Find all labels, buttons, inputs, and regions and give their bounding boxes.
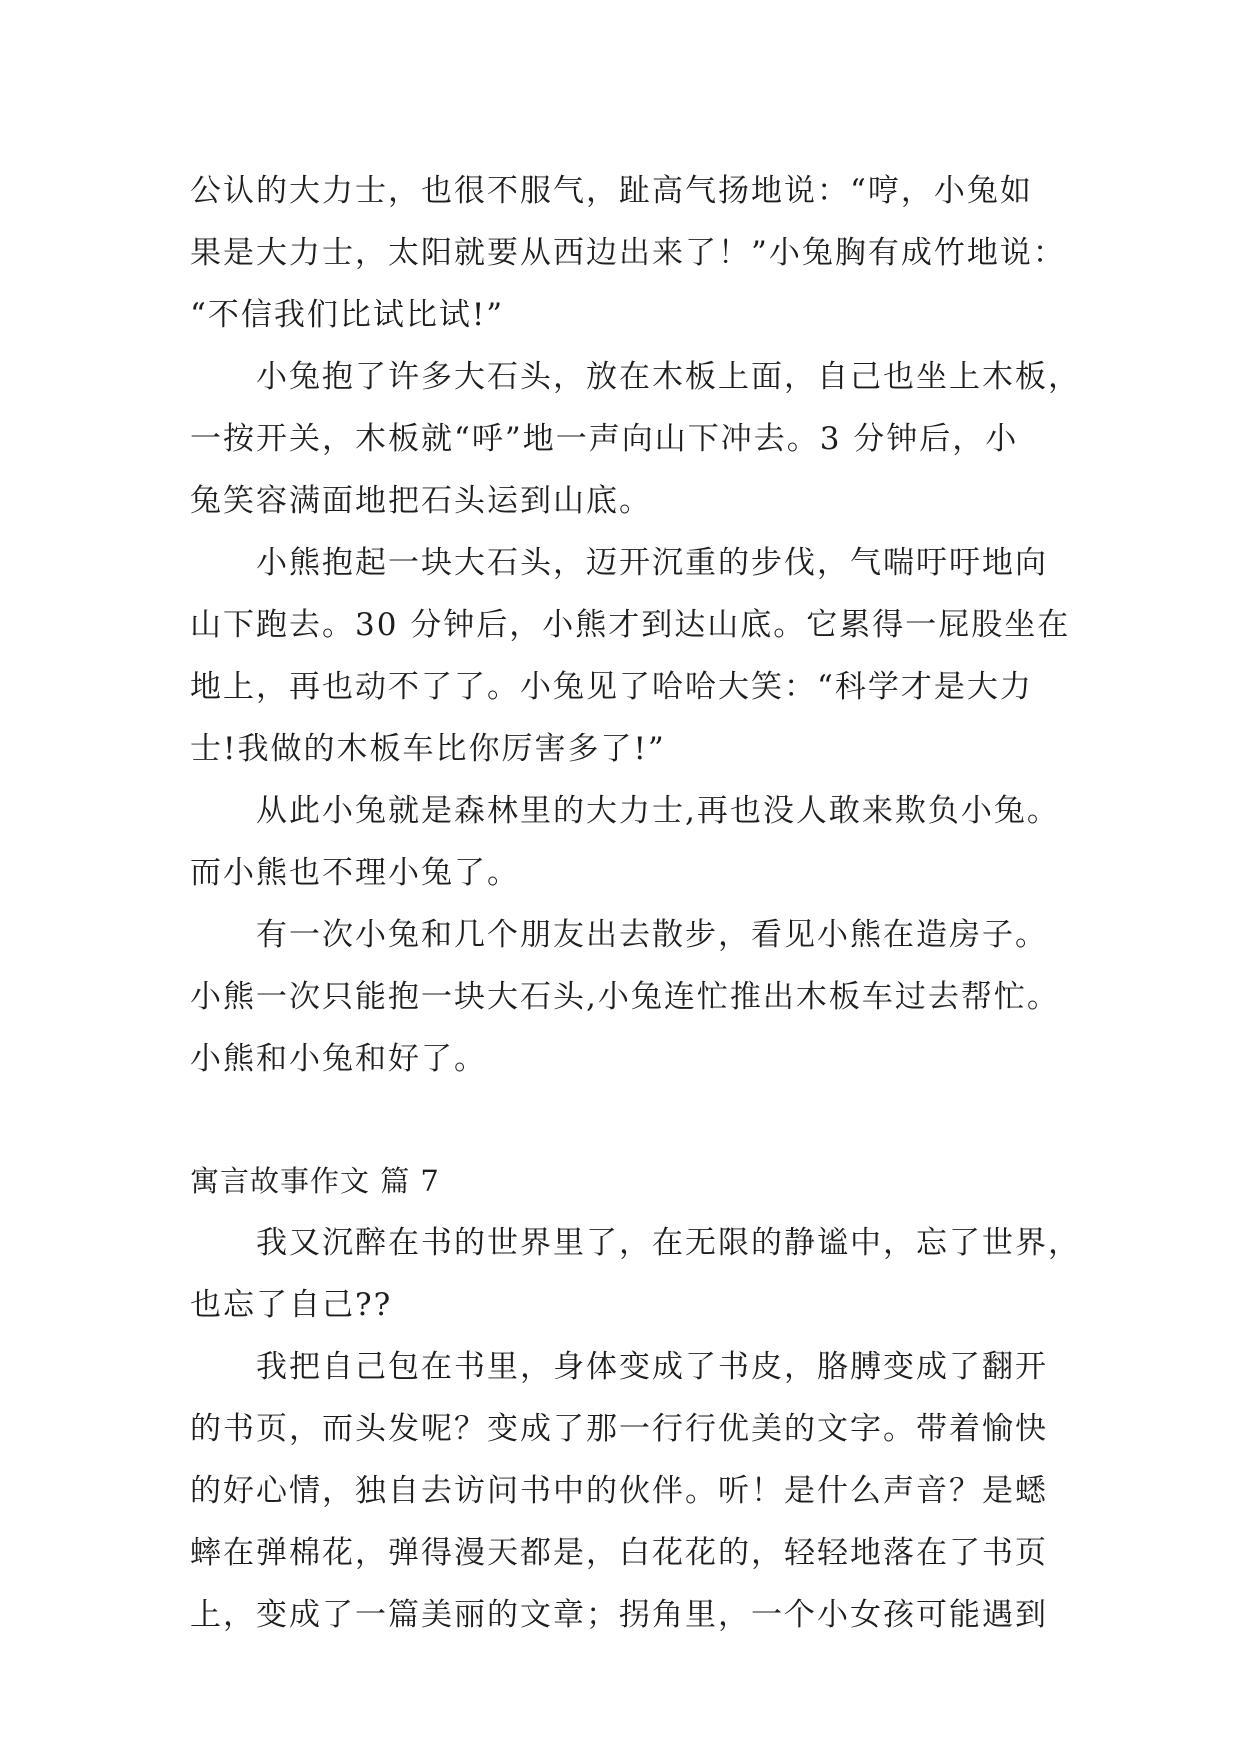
text-line: 士!我做的木板车比你厉害多了!”: [190, 731, 666, 767]
text-line: 我又沉醉在书的世界里了，在无限的静谧中，忘了世界，: [190, 1225, 1081, 1261]
paragraph: [190, 1336, 1090, 1646]
text-line: 的好心情，独自去访问书中的伙伴。听！是什么声音？是蟋: [190, 1473, 1048, 1509]
text-line: “不信我们比试比试!”: [190, 297, 505, 333]
text-line: 兔笑容满面地把石头运到山底。: [190, 483, 652, 519]
heading-text: 寓言故事作文 篇 7: [190, 1164, 440, 1198]
text-line: 山下跑去。30 分钟后，小熊才到达山底。它累得一屁股坐在: [190, 607, 1071, 643]
text-line: 上，变成了一篇美丽的文章；拐角里，一个小女孩可能遇到: [190, 1597, 1048, 1633]
text-line: 果是大力士，太阳就要从西边出来了！”小兔胸有成竹地说：: [190, 235, 1066, 271]
section-spacer: [190, 1090, 1090, 1150]
paragraph: [190, 904, 1090, 1090]
text-line: 而小熊也不理小兔了。: [190, 855, 520, 891]
text-line: 地上，再也动不了了。小兔见了哈哈大笑：“科学才是大力: [190, 669, 1033, 705]
paragraph: [190, 346, 1090, 532]
text-line: 我把自己包在书里，身体变成了书皮，胳膊变成了翻开: [190, 1349, 1048, 1385]
text-line: 蟀在弹棉花，弹得漫天都是，白花花的，轻轻地落在了书页: [190, 1535, 1048, 1571]
text-line: 一按开关，木板就“呼”地一声向山下冲去。3 分钟后，小: [190, 421, 1019, 457]
text-line: 也忘了自己??: [190, 1287, 393, 1323]
paragraph: [190, 160, 1090, 346]
paragraph: [190, 1212, 1090, 1336]
paragraph: [190, 780, 1090, 904]
text-line: 小熊和小兔和好了。: [190, 1041, 487, 1077]
text-line: 公认的大力士，也很不服气，趾高气扬地说：“哼，小兔如: [190, 173, 1033, 209]
text-line: 小熊一次只能抱一块大石头,小兔连忙推出木板车过去帮忙。: [190, 979, 1060, 1015]
text-line: 小兔抱了许多大石头，放在木板上面，自己也坐上木板，: [190, 359, 1081, 395]
text-line: 从此小兔就是森林里的大力士,再也没人敢来欺负小兔。: [190, 793, 1060, 829]
paragraph: [190, 532, 1090, 780]
text-line: 的书页，而头发呢？变成了那一行行优美的文字。带着愉快: [190, 1411, 1048, 1447]
text-line: 有一次小兔和几个朋友出去散步，看见小熊在造房子。: [190, 917, 1048, 953]
document-page: [190, 160, 1090, 1646]
text-line: 小熊抱起一块大石头，迈开沉重的步伐，气喘吁吁地向: [190, 545, 1048, 581]
section-heading: [190, 1150, 1090, 1212]
